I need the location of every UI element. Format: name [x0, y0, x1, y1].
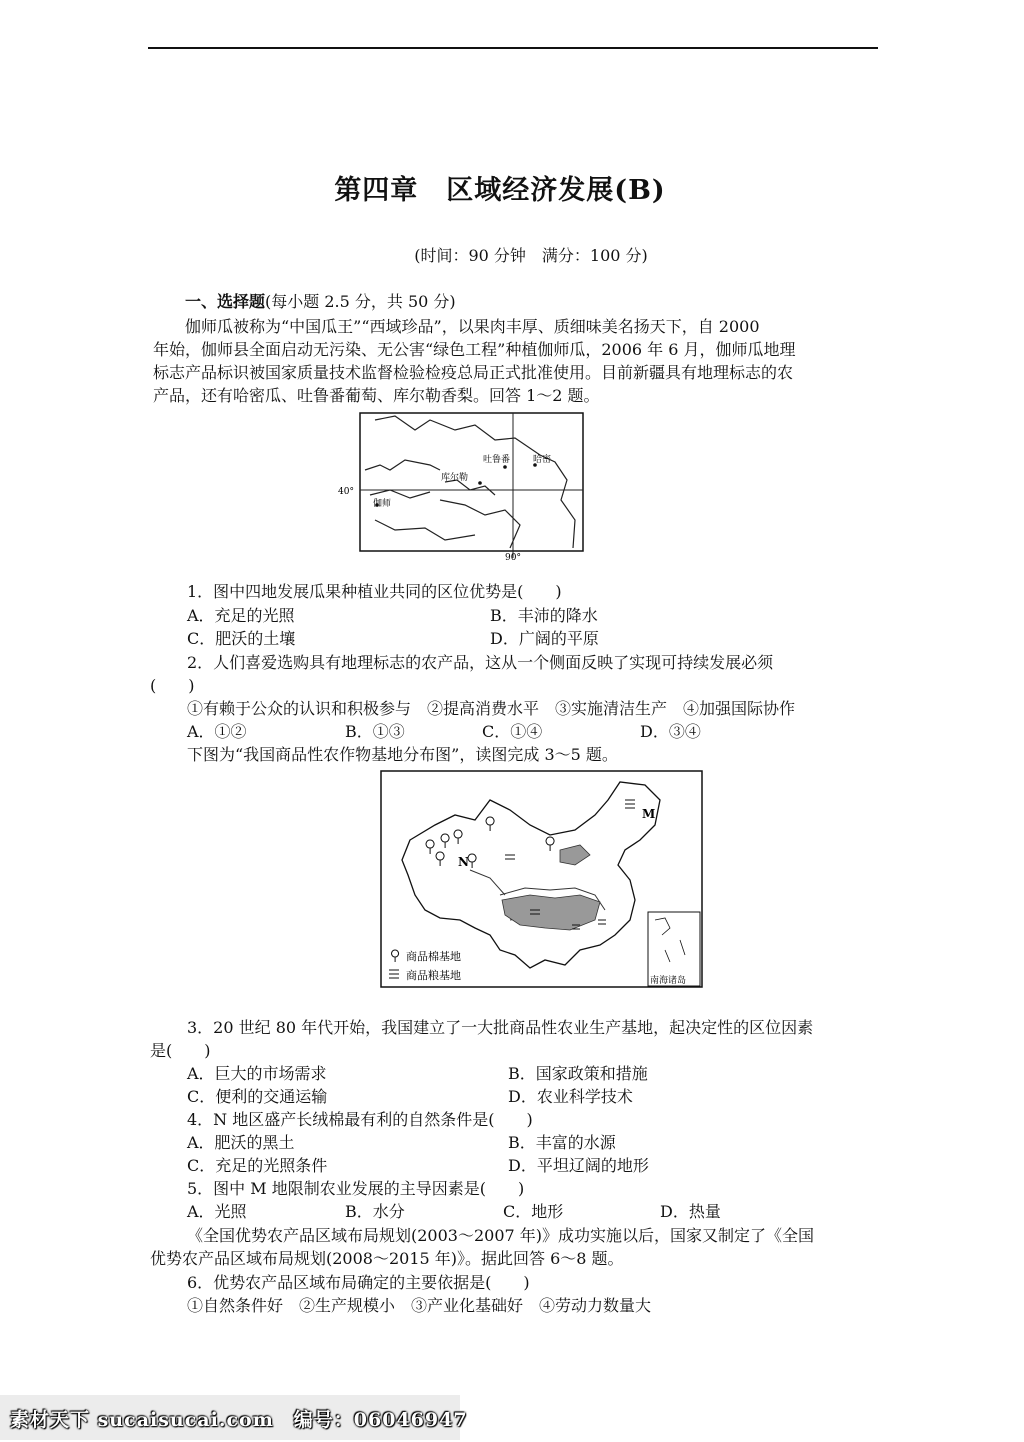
- legend-grain: 商品粮基地: [406, 969, 461, 982]
- question-6: 6．优势农产品区域布局确定的主要依据是( ): [187, 1273, 530, 1292]
- q4-option-b: B．丰富的水源: [508, 1133, 616, 1152]
- q5-option-c: C．地形: [503, 1202, 564, 1221]
- q5-option-b: B．水分: [345, 1202, 405, 1221]
- q2-option-d: D．③④: [640, 722, 701, 741]
- place-label: 吐鲁番: [483, 455, 511, 465]
- q2-option-c: C．①④: [482, 722, 543, 741]
- xinjiang-map: [335, 410, 595, 560]
- q4-option-a: A．肥沃的黑土: [187, 1133, 295, 1152]
- longitude-label: 90°: [505, 553, 521, 560]
- passage-line: 《全国优势农产品区域布局规划(2003～2007 年)》成功实施以后，国家又制定了《全国: [187, 1226, 815, 1245]
- q2-statements: ①有赖于公众的认识和积极参与 ②提高消费水平 ③实施清洁生产 ④加强国际协作: [187, 699, 796, 718]
- latitude-label: 40°: [338, 487, 354, 497]
- china-agri-base-map: [380, 770, 705, 990]
- q2-option-b: B．①③: [345, 722, 405, 741]
- question-4: 4．N 地区盛产长绒棉最有利的自然条件是( ): [187, 1110, 533, 1129]
- q5-option-a: A．光照: [187, 1202, 247, 1221]
- q5-option-d: D．热量: [660, 1202, 721, 1221]
- place-label: 库尔勒: [441, 473, 469, 483]
- q4-option-c: C．充足的光照条件: [187, 1156, 328, 1175]
- question-5: 5．图中 M 地限制农业发展的主导因素是( ): [187, 1179, 525, 1198]
- top-rule: [148, 47, 878, 49]
- question-3: 3．20 世纪 80 年代开始，我国建立了一大批商品性农业生产基地，起决定性的区位因素: [187, 1018, 814, 1037]
- place-label: 伽师: [373, 499, 392, 509]
- region-n-label: N: [458, 855, 469, 869]
- page-title: 第四章 区域经济发展(B): [334, 175, 666, 206]
- q1-option-c: C．肥沃的土壤: [187, 629, 296, 648]
- q1-option-b: B．丰沛的降水: [490, 606, 598, 625]
- section-heading: 一、选择题(每小题 2.5 分，共 50 分): [185, 292, 456, 311]
- question-3-blank: 是( ): [150, 1041, 211, 1060]
- q1-option-d: D．广阔的平原: [490, 629, 599, 648]
- legend-cotton: 商品棉基地: [406, 950, 461, 963]
- q3-option-d: D．农业科学技术: [508, 1087, 633, 1106]
- intro-q3-5: 下图为“我国商品性农作物基地分布图”，读图完成 3～5 题。: [187, 745, 618, 764]
- question-2: 2．人们喜爱选购具有地理标志的农产品，这从一个侧面反映了实现可持续发展必须: [187, 653, 774, 672]
- place-label: 哈密: [533, 455, 552, 465]
- question-2-blank: ( ): [150, 676, 195, 695]
- passage-line: 优势农产品区域布局规划(2008～2015 年)》。据此回答 6～8 题。: [150, 1249, 624, 1268]
- q2-option-a: A．①②: [187, 722, 247, 741]
- q3-option-a: A．巨大的市场需求: [187, 1064, 327, 1083]
- q4-option-d: D．平坦辽阔的地形: [508, 1156, 649, 1175]
- q3-option-b: B．国家政策和措施: [508, 1064, 648, 1083]
- region-m-label: M: [642, 807, 656, 821]
- passage-line: 标志产品标识被国家质量技术监督检验检疫总局正式批准使用。目前新疆具有地理标志的农: [153, 363, 794, 382]
- passage-line: 产品，还有哈密瓜、吐鲁番葡萄、库尔勒香梨。回答 1～2 题。: [153, 386, 600, 405]
- passage-line: 年始，伽师县全面启动无污染、无公害“绿色工程”种植伽师瓜，2006 年 6 月，伽师瓜地理: [153, 340, 796, 359]
- question-1: 1．图中四地发展瓜果种植业共同的区位优势是( ): [187, 582, 562, 601]
- q3-option-c: C．便利的交通运输: [187, 1087, 328, 1106]
- watermark: 素材天下 sucaisucai.com 编号：06046947: [10, 1409, 468, 1431]
- passage-line: 伽师瓜被称为“中国瓜王”“西域珍品”，以果肉丰厚、质细味美名扬天下，自 2000: [185, 317, 760, 336]
- q1-option-a: A．充足的光照: [187, 606, 295, 625]
- exam-info: (时间：90 分钟 满分：100 分): [414, 246, 648, 265]
- q6-statements: ①自然条件好 ②生产规模小 ③产业化基础好 ④劳动力数量大: [187, 1296, 652, 1315]
- inset-label: 南海诸岛: [650, 976, 687, 986]
